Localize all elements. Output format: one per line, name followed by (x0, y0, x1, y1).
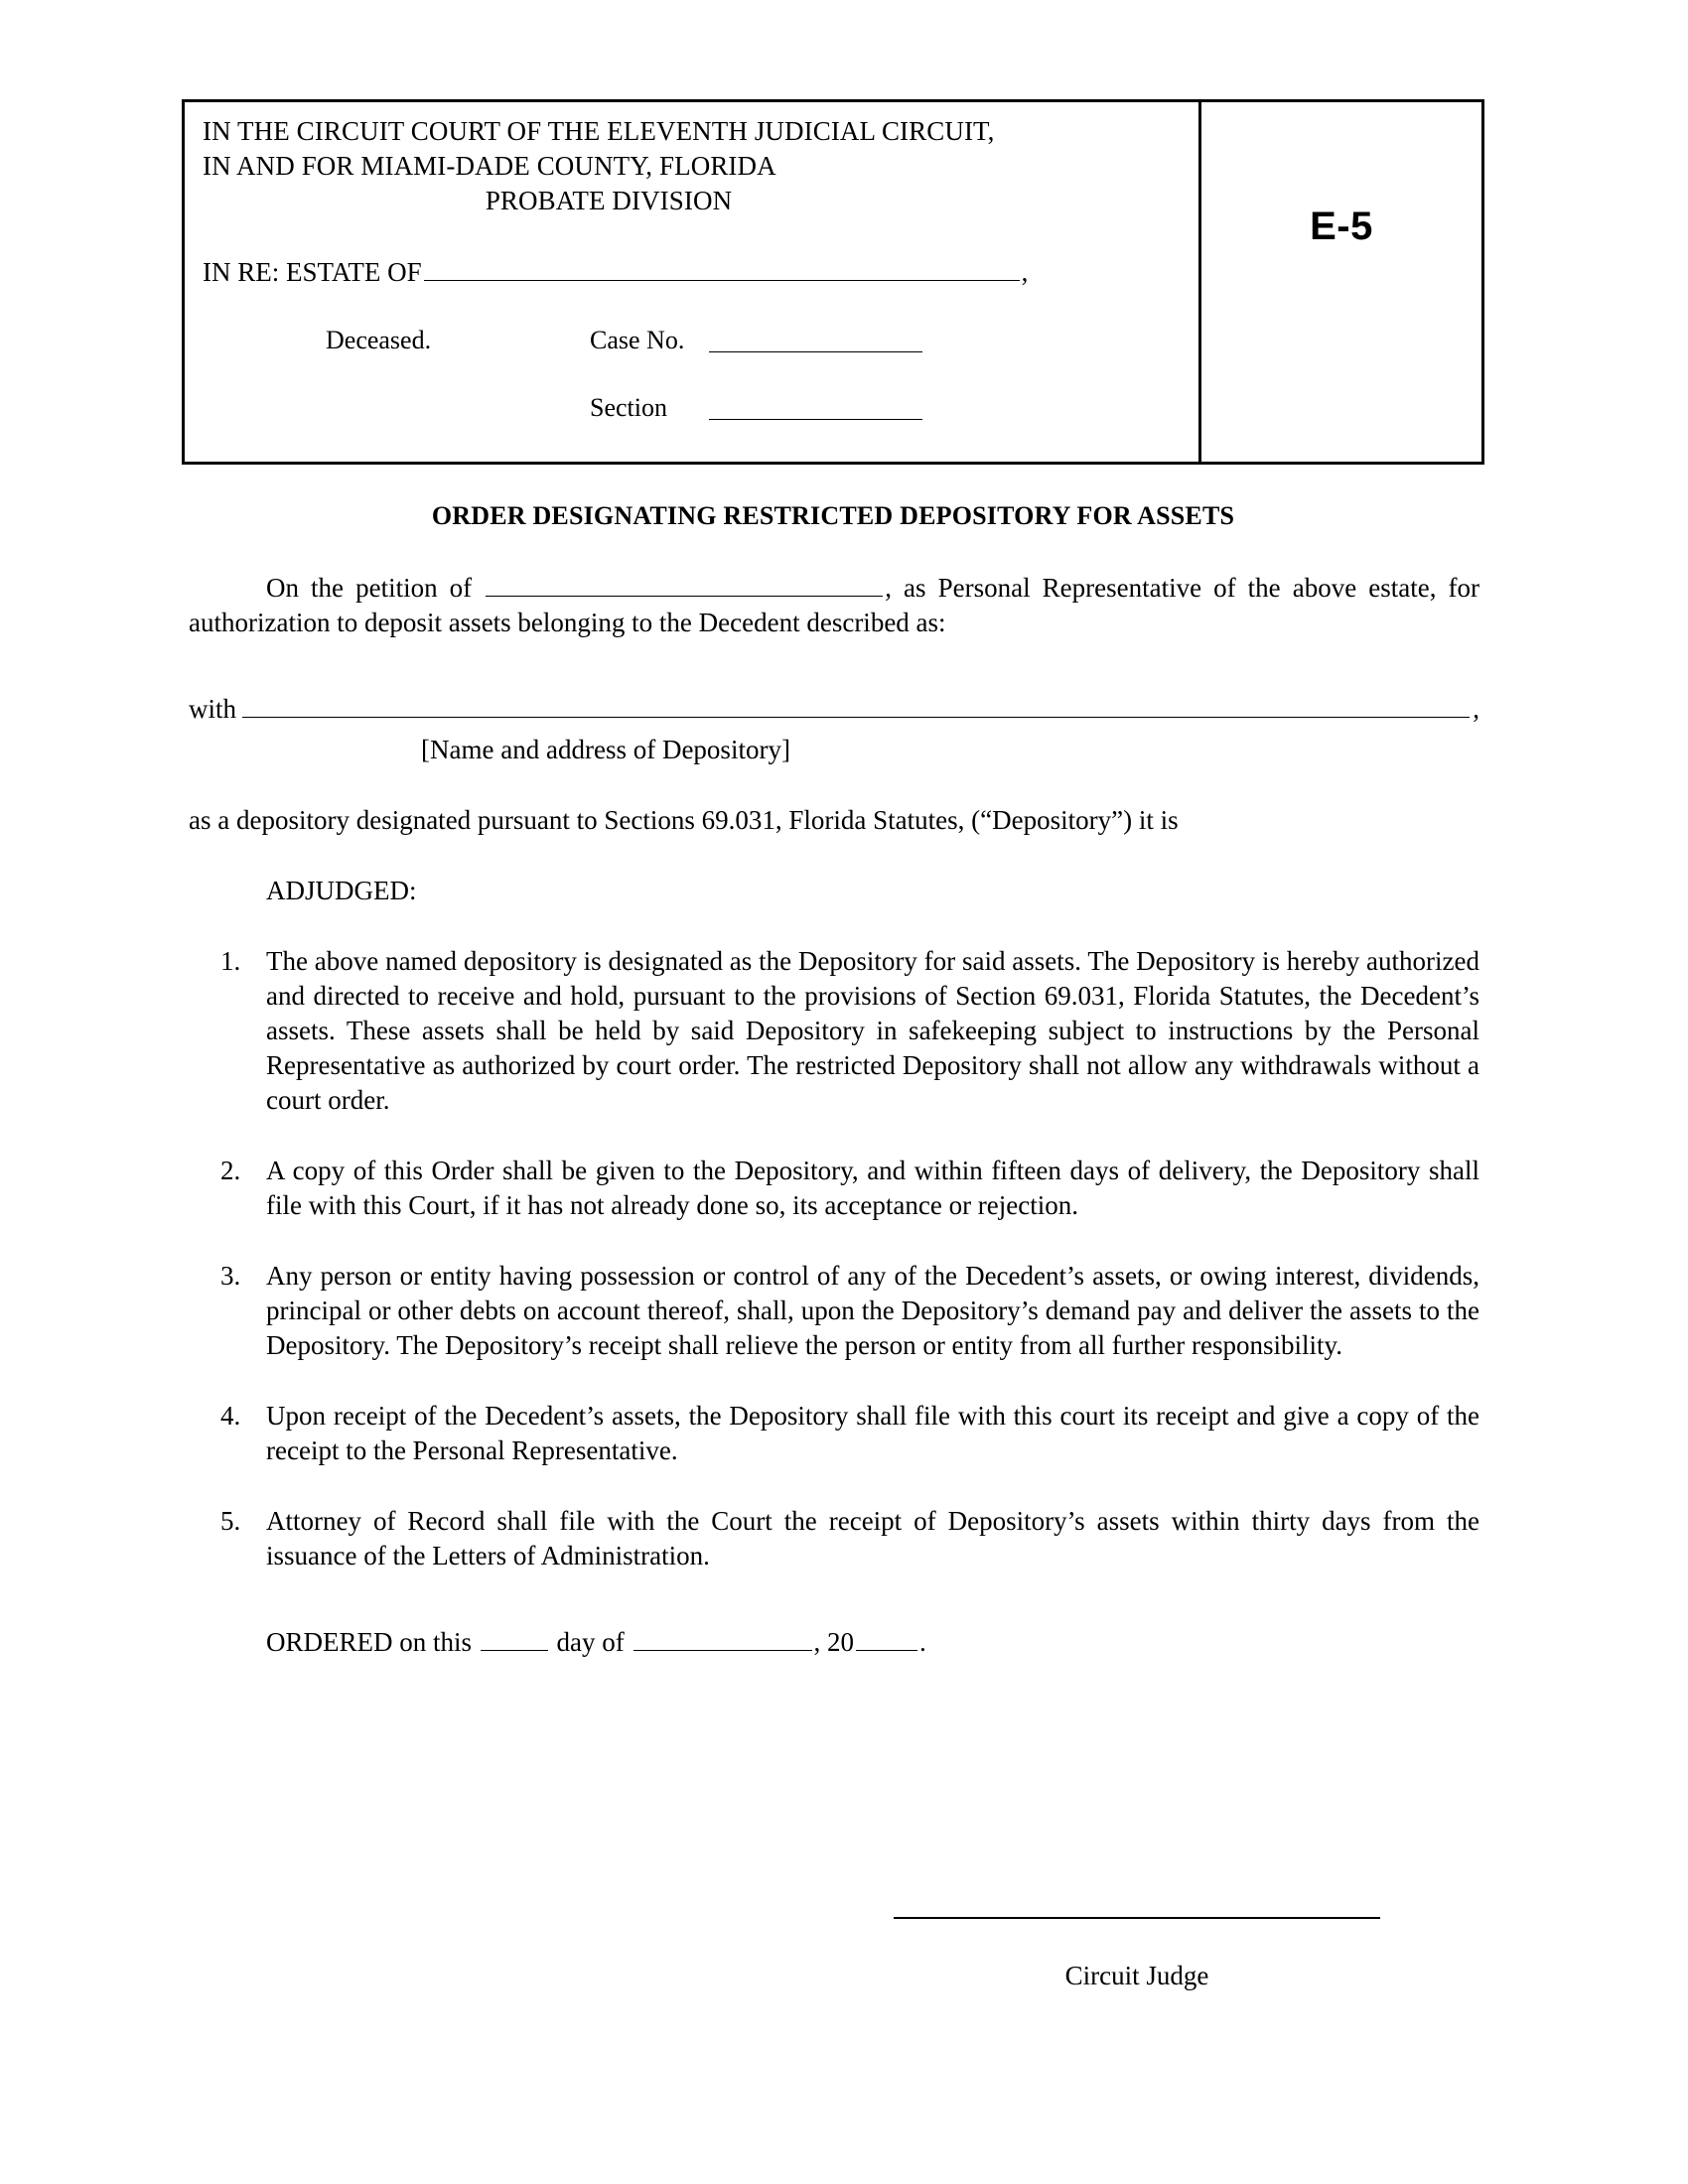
depository-row (189, 692, 1479, 727)
estate-name-input-line[interactable] (424, 258, 1020, 281)
ordered-prefix-text: ORDERED on this (266, 1627, 473, 1657)
ordered-year-input-line[interactable] (856, 1628, 917, 1651)
list-item-text: The above named depository is designated as the Depository for said assets. The Depository is hereby authorized and directed to receive and hold, pursuant to the provisions of Section 69.031, Florida Statutes, the Decedent’s assets. These assets shall be held by said Depository in safekeeping subject to instructions by the Personal Representative as authorized by court order. The restricted Depository shall not allow any withdrawals without a court order. (266, 946, 1479, 1115)
signature-block (894, 1916, 1380, 1991)
list-item-text: Upon receipt of the Decedent’s assets, the Depository shall file with this court its receipt and give a copy of the receipt to the Personal Representative. (266, 1401, 1479, 1465)
depository-comma: , (1473, 694, 1479, 724)
deceased-label: Deceased. (326, 326, 432, 354)
petition-prefix-text: On the petition of (266, 573, 473, 603)
spacer-after-depository (189, 767, 1479, 803)
ordered-mid-text: day of (556, 1627, 625, 1657)
in-re-estate-label: IN RE: ESTATE OF (203, 257, 422, 287)
petition-paragraph (189, 571, 1479, 640)
list-item-text: Attorney of Record shall file with the Court the receipt of Depository’s assets within thirty days from the issuance of the Letters of Administration. (266, 1506, 1479, 1570)
ordered-year-prefix: , 20 (813, 1627, 854, 1657)
spacer-before-ordered (189, 1573, 1479, 1625)
case-number-input-line[interactable] (709, 351, 922, 352)
list-item-text: A copy of this Order shall be given to the Depository, and within fifteen days of delivery, the Depository shall file with this Court, if it has not already done so, its acceptance or rejection. (266, 1156, 1479, 1220)
judge-signature-label: Circuit Judge (1064, 1961, 1209, 1990)
ordered-period: . (919, 1627, 926, 1657)
spacer-after-statute (189, 838, 1479, 874)
page-title: ORDER DESIGNATING RESTRICTED DEPOSITORY FOR ASSETS (431, 501, 1235, 530)
adjudged-label: ADJUDGED: (266, 876, 417, 905)
adjudged-items-list (189, 944, 1479, 1573)
list-item-number: 5. (220, 1506, 241, 1536)
statute-paragraph: as a depository designated pursuant to Sections 69.031, Florida Statutes, (“Depository”) it is (189, 805, 1179, 835)
deceased-case-row (203, 326, 1198, 361)
in-re-estate-row (203, 256, 1198, 288)
court-division-line: PROBATE DIVISION (485, 186, 733, 215)
list-item-number: 2. (220, 1156, 241, 1185)
list-item (189, 1259, 1479, 1363)
list-item-text: Any person or entity having possession or control of any of the Decedent’s assets, or owing interest, dividends, principal or other debts on account thereof, shall, upon the Depository’s demand pay and deliver the assets to the Depository. The Depository’s receipt shall relieve the person or entity from all further responsibility. (266, 1261, 1479, 1360)
document-body (189, 571, 1479, 1660)
ordered-date-row (266, 1625, 1479, 1660)
spacer-after-adjudged (189, 908, 1479, 944)
court-name-line-1: IN THE CIRCUIT COURT OF THE ELEVENTH JUDICIAL CIRCUIT, (203, 116, 995, 146)
judge-signature-line[interactable] (894, 1916, 1380, 1919)
list-item-number: 3. (220, 1261, 241, 1291)
form-code-label: E-5 (1310, 205, 1373, 248)
list-item (189, 1399, 1479, 1468)
section-label: Section (590, 393, 667, 422)
list-item-number: 4. (220, 1401, 241, 1431)
court-name-line-2: IN AND FOR MIAMI-DADE COUNTY, FLORIDA (203, 151, 776, 181)
list-item (189, 944, 1479, 1118)
section-input-line[interactable] (709, 419, 922, 420)
spacer-after-petition (189, 640, 1479, 692)
in-re-estate-comma: , (1021, 257, 1029, 287)
petition-suffix-text: , as Personal Representative of the above estate, for authorization to deposit assets belonging to the Decedent described as: (189, 573, 1480, 637)
caption-left-cell (185, 102, 1198, 462)
with-label: with (189, 694, 237, 724)
section-row (203, 393, 1198, 429)
list-item (189, 1154, 1479, 1223)
ordered-day-input-line[interactable] (481, 1628, 548, 1651)
list-item (189, 1504, 1479, 1573)
case-number-label: Case No. (590, 326, 685, 354)
list-item-number: 1. (220, 946, 241, 976)
depository-name-input-line[interactable] (242, 695, 1470, 718)
depository-caption-hint: [Name and address of Depository] (421, 735, 790, 764)
ordered-month-input-line[interactable] (633, 1628, 812, 1651)
petitioner-name-input-line[interactable] (486, 574, 883, 597)
case-caption-box (182, 99, 1484, 465)
caption-right-cell (1201, 102, 1481, 462)
